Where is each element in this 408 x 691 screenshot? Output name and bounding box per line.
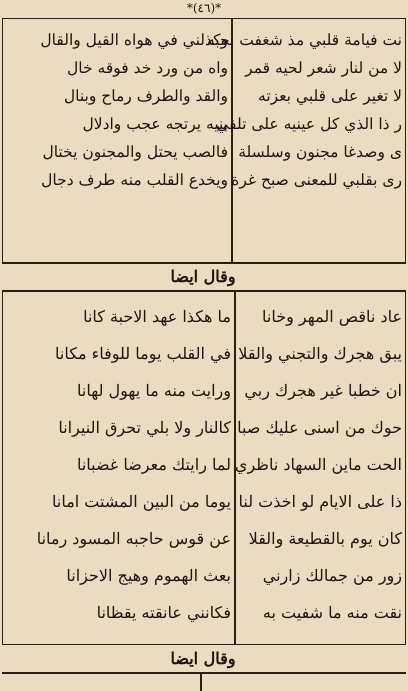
bottom-left-column bbox=[6, 298, 231, 643]
bottom-right-column bbox=[234, 298, 402, 643]
verse-line: كان يوم بالقطيعة والقلا bbox=[248, 529, 402, 548]
section-heading-text: وقال ايضا bbox=[170, 649, 236, 668]
top-left-column bbox=[6, 26, 228, 262]
verse-line: ويخدع القلب منه طرف دجال bbox=[41, 171, 228, 189]
verse-line: في القلب يوما للوفاء مكانا bbox=[54, 344, 231, 363]
verse-line: نقت منه ما شفيت به bbox=[262, 603, 402, 622]
verse-line: لا من لنار شعر لحيه قمر bbox=[245, 59, 402, 77]
verse-line: وكذلني في هواه القيل والقال bbox=[40, 31, 228, 49]
verse-line: ذا على الايام لو اخذت لنا bbox=[238, 492, 402, 511]
page-number: *(٤٦)* bbox=[186, 1, 222, 15]
verse-line: ى وصدغا مجنون وسلسلة bbox=[238, 143, 402, 161]
verse-line: نت فيامة قلبي مذ شغفت بحبه bbox=[207, 31, 402, 49]
verse-line: كالنار ولا بلي تحرق النيرانا bbox=[58, 418, 231, 437]
next-column-divider bbox=[200, 673, 202, 691]
section-heading bbox=[2, 648, 404, 670]
heading-rule-top bbox=[2, 262, 406, 264]
verse-line: عاد ناقص المهر وخانا bbox=[262, 307, 402, 326]
verse-line: ان خطبا غير هجرك ربي bbox=[244, 381, 402, 400]
verse-line: يبق هجرك والتجني والقلا bbox=[238, 344, 402, 363]
verse-line: زور من جمالك زارني bbox=[262, 566, 402, 585]
verse-line: لما رايتك معرضا غضبانا bbox=[76, 455, 231, 474]
top-column-divider bbox=[231, 18, 233, 264]
verse-line: لا تغير على قلبي بعزته bbox=[258, 87, 402, 105]
verse-line: فالصب يحتل والمجنون يختال bbox=[42, 143, 228, 161]
verse-line: يوما من البين المشتت امانا bbox=[51, 492, 231, 511]
section-heading bbox=[2, 266, 404, 288]
section-heading-text: وقال ايضا bbox=[170, 267, 236, 286]
verse-line: ما هكذا عهد الاحبة كانا bbox=[83, 307, 231, 326]
heading-rule-bottom bbox=[2, 672, 406, 674]
verse-line: الحت ماين السهاد ناظري bbox=[234, 455, 402, 474]
verse-line: واه من ورد خد فوقه خال bbox=[67, 59, 228, 77]
verse-line: حوك من اسنى عليك صبا bbox=[237, 418, 402, 437]
verse-line: بنيه يرتجه عجب وادلال bbox=[82, 115, 228, 133]
verse-line bbox=[6, 194, 228, 222]
verse-line: عن قوس حاجبه المسود رمانا bbox=[36, 529, 231, 548]
top-right-column bbox=[207, 26, 402, 262]
verse-line bbox=[236, 194, 402, 222]
verse-line: ر ذا الذي كل عينيه على تلفي bbox=[216, 115, 402, 133]
verse-line: ورايت منه ما يهول لهانا bbox=[77, 381, 231, 400]
verse-line: رى بقلبي للمعنى صبح غرة bbox=[231, 171, 402, 189]
verse-line: بعث الهموم وهيج الاحزانا bbox=[66, 566, 231, 585]
verse-line: فكانني عانقته يقظانا bbox=[96, 603, 231, 622]
verse-line: والقد والطرف رماح وبنال bbox=[63, 87, 228, 105]
